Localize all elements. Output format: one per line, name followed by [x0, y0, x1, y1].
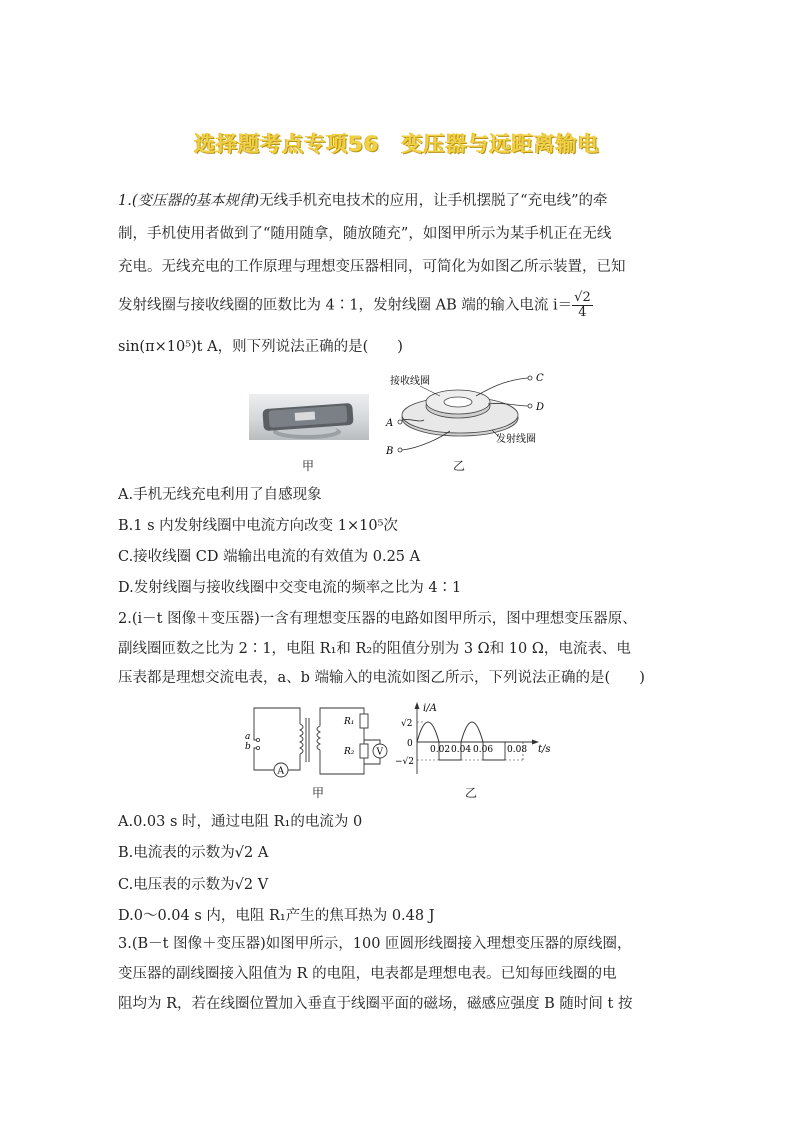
fig2-caption-yi: 乙: [465, 786, 478, 800]
q1-line-5: sin(π×10⁵)t A，则下列说法正确的是( ): [118, 339, 403, 355]
fraction-numerator: √2: [574, 290, 591, 305]
q3-line-1: 3.(B－t 图像＋变压器)如图甲所示，100 匝圆形线圈接入理想变压器的原线圈，: [118, 936, 632, 952]
phone-icon: [249, 394, 369, 440]
label-D: D: [536, 402, 545, 413]
tick-neg-sqrt2: −√2: [395, 757, 415, 767]
q1-option-a: A.手机无线充电利用了自感现象: [118, 487, 322, 503]
fig1-caption-jia: 甲: [302, 459, 315, 473]
q3-line-3: 阻均为 R，若在线圈位置加入垂直于线圈平面的磁场，磁感应强度 B 随时间 t 按: [118, 996, 633, 1012]
resistor-r2: [360, 744, 368, 758]
tick-pos-sqrt2: √2: [401, 719, 413, 729]
label-transmit-coil: 发射线圈: [496, 434, 536, 445]
q1-option-d: D.发射线圈与接收线圈中交变电流的频率之比为 4∶1: [118, 580, 462, 596]
x-axis-label: t/s: [538, 744, 551, 755]
q2-option-c: C.电压表的示数为√2 V: [118, 877, 269, 893]
q1-line-3: 充电。无线充电的工作原理与理想变压器相同，可简化为如图乙所示装置，已知: [118, 259, 626, 275]
page-title: 选择题考点专项56 变压器与远距离输电: [194, 132, 600, 156]
tick-0-06: 0.06: [473, 745, 494, 755]
label-receive-coil: 接收线圈: [390, 376, 430, 387]
ammeter-label: A: [277, 766, 284, 777]
q1-text-4: 发射线圈与接收线圈的匝数比为 4∶1，发射线圈 AB 端的输入电流 i＝: [118, 297, 573, 314]
q1-text-1: 无线手机充电技术的应用，让手机摆脱了“充电线”的牵: [259, 193, 608, 209]
q1-option-c: C.接收线圈 CD 端输出电流的有效值为 0.25 A: [118, 549, 421, 565]
q1-line-4: [118, 291, 593, 320]
tick-zero: 0: [407, 739, 413, 749]
q2-line-1: 2.(i－t 图像＋变压器)一含有理想变压器的电路如图甲所示，图中理想变压器原、: [118, 611, 637, 627]
q2-line-3: 压表都是理想交流电表，a、b 端输入的电流如图乙所示，下列说法正确的是( ): [118, 670, 645, 686]
q2-option-a: A.0.03 s 时，通过电阻 R₁的电流为 0: [118, 814, 363, 830]
q1-line-1: [118, 191, 607, 211]
tick-0-02: 0.02: [430, 745, 451, 755]
current-fraction: [572, 291, 593, 320]
q1-tag: 1.(变压器的基本规律): [118, 193, 260, 209]
coil-diagram: [380, 368, 555, 458]
resistor-r1: [360, 714, 368, 728]
terminal-b: b: [245, 742, 251, 752]
terminal-a: a: [245, 732, 251, 742]
circuit-diagram: [240, 704, 390, 780]
voltmeter-label: V: [376, 747, 383, 758]
q3-line-2: 变压器的副线圈接入阻值为 R 的电阻，电表都是理想电表。已知每匝线圈的电: [118, 966, 617, 982]
q2-line-2: 副线圈匝数之比为 2∶1，电阻 R₁和 R₂的阻值分别为 3 Ω和 10 Ω，电流表、电: [118, 641, 631, 657]
q2-option-d: D.0～0.04 s 内，电阻 R₁产生的焦耳热为 0.48 J: [118, 908, 435, 924]
q1-line-2: 制，手机使用者做到了“随用随拿，随放随充”，如图甲所示为某手机正在无线: [118, 226, 612, 242]
phone-charging-photo: [249, 394, 369, 440]
label-r2: R₂: [344, 747, 355, 757]
q2-option-b: B.电流表的示数为√2 A: [118, 845, 269, 861]
q1-option-b: B.1 s 内发射线圈中电流方向改变 1×10⁵次: [118, 518, 398, 534]
current-time-graph: [395, 700, 565, 774]
label-r1: R₁: [344, 717, 355, 727]
y-axis-label: i/A: [423, 703, 437, 714]
label-A: A: [386, 418, 394, 429]
fraction-denominator: 4: [578, 305, 587, 320]
label-C: C: [536, 373, 544, 384]
fig1-caption-yi: 乙: [453, 459, 466, 473]
tick-0-04: 0.04: [451, 745, 472, 755]
fig2-caption-jia: 甲: [312, 786, 325, 800]
tick-0-08: 0.08: [507, 745, 528, 755]
label-B: B: [386, 446, 394, 457]
